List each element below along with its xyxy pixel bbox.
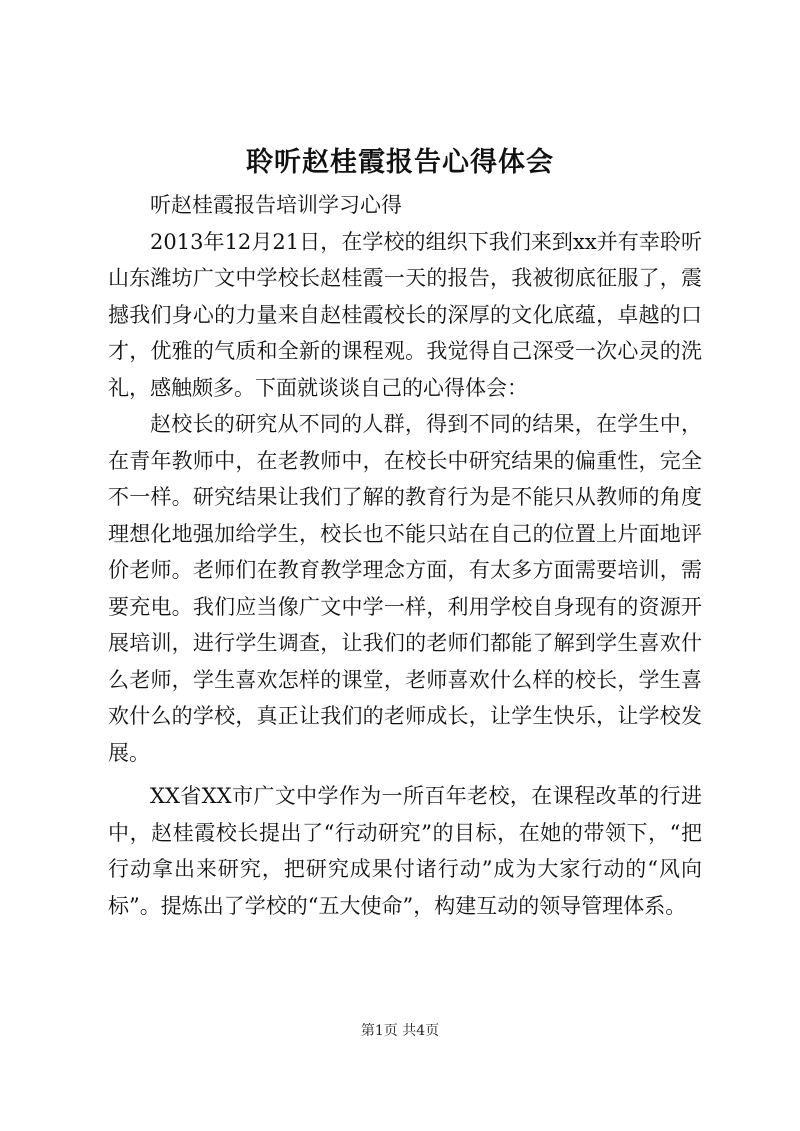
document-subtitle: 听赵桂霞报告培训学习心得 (150, 193, 402, 217)
page-footer: 第1页 共4页 (360, 1023, 440, 1039)
document-body (108, 187, 702, 924)
paragraph-3: XX省XX市广文中学作为一所百年老校，在课程改革的行进中，赵桂霞校长提出了“行动研究”的目标，在她的带领下，“把行动拿出来研究，把研究成果付诸行动”成为大家行动的“风向标”。提炼出了学校的“五大使命”，构建互动的领导管理体系。 (108, 784, 702, 918)
paragraph-2: 赵校长的研究从不同的人群，得到不同的结果，在学生中，在青年教师中，在老教师中，在校长中研究结果的偏重性，完全不一样。研究结果让我们了解的教育行为是不能只从教师的角度理想化地强加给学生，校长也不能只站在自己的位置上片面地评价老师。老师们在教育教学理念方面，有太多方面需要培训，需要充电。我们应当像广文中学一样，利用学校自身现有的资源开展培训，进行学生调查，让我们的老师们都能了解到学生喜欢什么老师，学生喜欢怎样的课堂，老师喜欢什么样的校长，学生喜欢什么的学校，真正让我们的老师成长，让学生快乐，让学校发展。 (108, 412, 702, 765)
document-title: 聆听赵桂霞报告心得体会 (246, 147, 554, 178)
paragraph-1: 2013年12月21日，在学校的组织下我们来到xx并有幸聆听山东潍坊广文中学校长赵桂霞一天的报告，我被彻底征服了，震撼我们身心的力量来自赵桂霞校长的深厚的文化底蕴，卓越的口才，优雅的气质和全新的课程观。我觉得自己深受一次心灵的洗礼，感触颇多。下面就谈谈自己的心得体会： (108, 229, 702, 400)
